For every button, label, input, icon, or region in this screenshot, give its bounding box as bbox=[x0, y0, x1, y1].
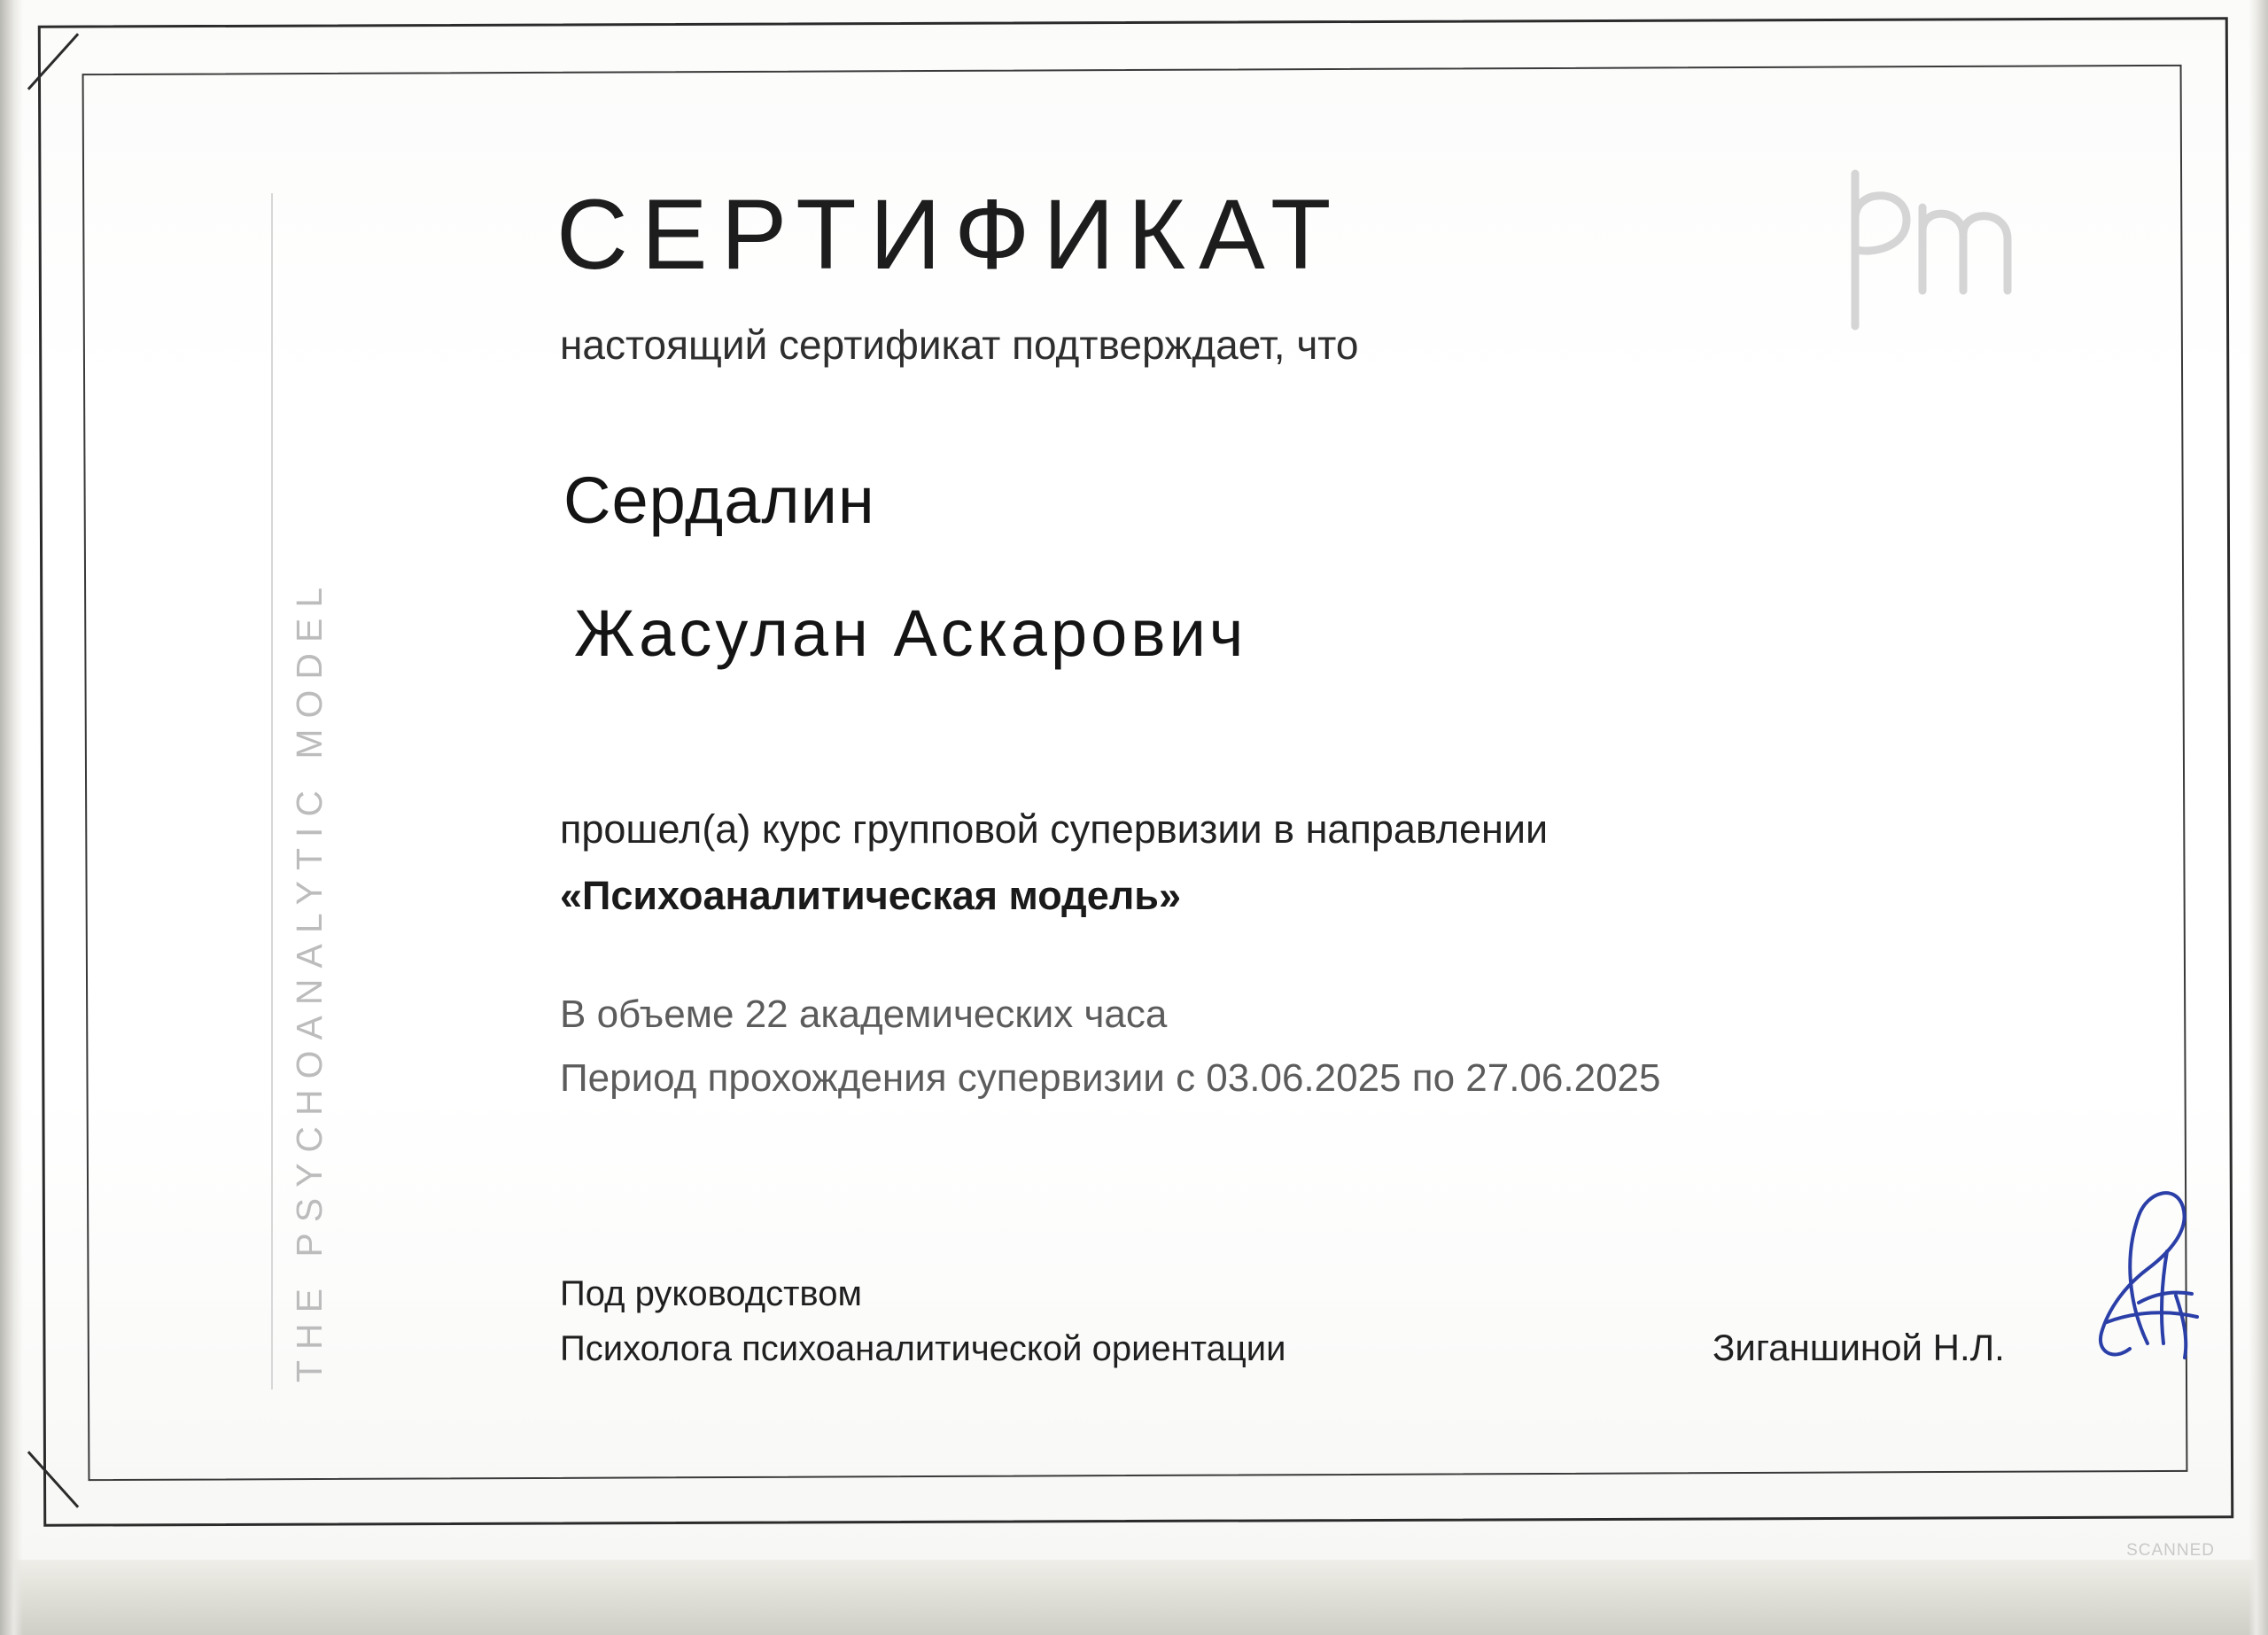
course-period: Период прохождения супервизии с 03.06.2025 по 27.06.2025 bbox=[560, 1056, 1661, 1100]
course-hours: В объеме 22 академических часа bbox=[560, 993, 1168, 1036]
side-brand-label: THE PSYCHOANALYTIC MODEL bbox=[289, 576, 330, 1382]
certificate-subtitle: настоящий сертификат подтверждает, что bbox=[560, 322, 1359, 368]
page-title: СЕРТИФИКАТ bbox=[556, 179, 1345, 290]
signer-name: Зиганшиной Н.Л. bbox=[1713, 1327, 2005, 1368]
scan-watermark: SCANNED bbox=[2126, 1541, 2215, 1560]
scan-bottom-edge bbox=[0, 1560, 2268, 1635]
psychoanalytic-model-logo-icon bbox=[1830, 161, 2061, 339]
recipient-last-name: Сердалин bbox=[563, 463, 875, 537]
course-description-line: прошел(а) курс групповой супервизии в направлении bbox=[560, 806, 1549, 852]
supervisor-role: Психолога психоаналитической ориентации bbox=[560, 1329, 1286, 1368]
scan-left-shadow bbox=[0, 0, 23, 1635]
handwritten-signature bbox=[2062, 1170, 2257, 1391]
side-divider-rule bbox=[271, 193, 273, 1390]
course-name: «Психоаналитическая модель» bbox=[560, 873, 1181, 918]
supervisor-label: Под руководством bbox=[560, 1274, 862, 1313]
recipient-first-and-patronymic: Жасулан Аскарович bbox=[574, 596, 1247, 670]
